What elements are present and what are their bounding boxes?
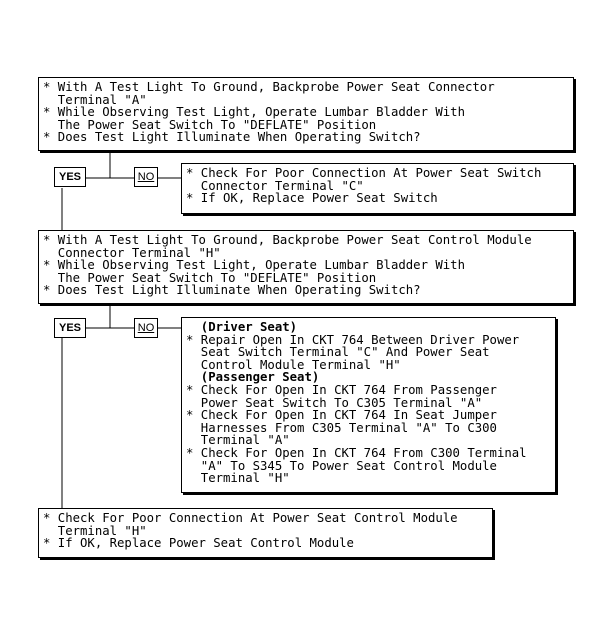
- step1-line: * Does Test Light Illuminate When Operating Switch?: [43, 130, 421, 145]
- step2-line: Connector Terminal "H": [43, 245, 221, 260]
- step2-yes-result-box: [38, 508, 493, 558]
- passenger-seat-heading: (Passenger Seat): [186, 370, 320, 385]
- step2-line: The Power Seat Switch To "DEFLATE" Position: [43, 270, 377, 285]
- passenger-seat-line: "A" To S345 To Power Seat Control Module: [186, 458, 497, 473]
- step2-line: * Does Test Light Illuminate When Operating Switch?: [43, 283, 421, 298]
- step2-no-label: NO: [134, 318, 158, 338]
- driver-seat-heading: (Driver Seat): [186, 320, 298, 334]
- passenger-seat-line: Harnesses From C305 Terminal "A" To C300: [186, 420, 497, 435]
- step2-yes-result-line: * Check For Poor Connection At Power Seat Control Module: [43, 511, 458, 525]
- driver-seat-line: * Repair Open In CKT 764 Between Driver Power: [186, 332, 520, 347]
- step1-no-result-box: [181, 163, 574, 214]
- passenger-seat-line: * Check For Open In CKT 764 From C300 Terminal: [186, 445, 527, 460]
- driver-seat-line: Control Module Terminal "H": [186, 357, 401, 372]
- step2-yes-label: YES: [54, 318, 86, 338]
- step2-line: * With A Test Light To Ground, Backprobe Power Seat Control Module: [43, 233, 532, 247]
- step1-no-result-line: Connector Terminal "C": [186, 178, 364, 193]
- driver-seat-line: Seat Switch Terminal "C" And Power Seat: [186, 345, 490, 360]
- step1-line: The Power Seat Switch To "DEFLATE" Position: [43, 117, 377, 132]
- step1-box: [38, 77, 574, 151]
- step1-no-result-line: * Check For Poor Connection At Power Seat Switch: [186, 166, 542, 180]
- passenger-seat-line: * Check For Open In CKT 764 From Passenger: [186, 382, 497, 397]
- step2-yes-result-line: Terminal "H": [43, 523, 147, 538]
- step1-line: * While Observing Test Light, Operate Lumbar Bladder With: [43, 105, 465, 120]
- step1-yes-label: YES: [54, 167, 86, 187]
- step1-no-result-line: * If OK, Replace Power Seat Switch: [186, 191, 438, 206]
- passenger-seat-line: Terminal "H": [186, 471, 290, 486]
- step1-line: Terminal "A": [43, 92, 147, 107]
- passenger-seat-line: Terminal "A": [186, 433, 290, 448]
- step2-yes-result-line: * If OK, Replace Power Seat Control Module: [43, 536, 354, 551]
- step2-no-result-box: [181, 317, 556, 493]
- passenger-seat-line: Power Seat Switch To C305 Terminal "A": [186, 395, 483, 410]
- step1-line: * With A Test Light To Ground, Backprobe Power Seat Connector: [43, 80, 495, 94]
- step2-box: [38, 230, 574, 304]
- step2-line: * While Observing Test Light, Operate Lumbar Bladder With: [43, 258, 465, 273]
- step1-no-label: NO: [134, 167, 158, 187]
- passenger-seat-line: * Check For Open In CKT 764 In Seat Jumper: [186, 408, 497, 423]
